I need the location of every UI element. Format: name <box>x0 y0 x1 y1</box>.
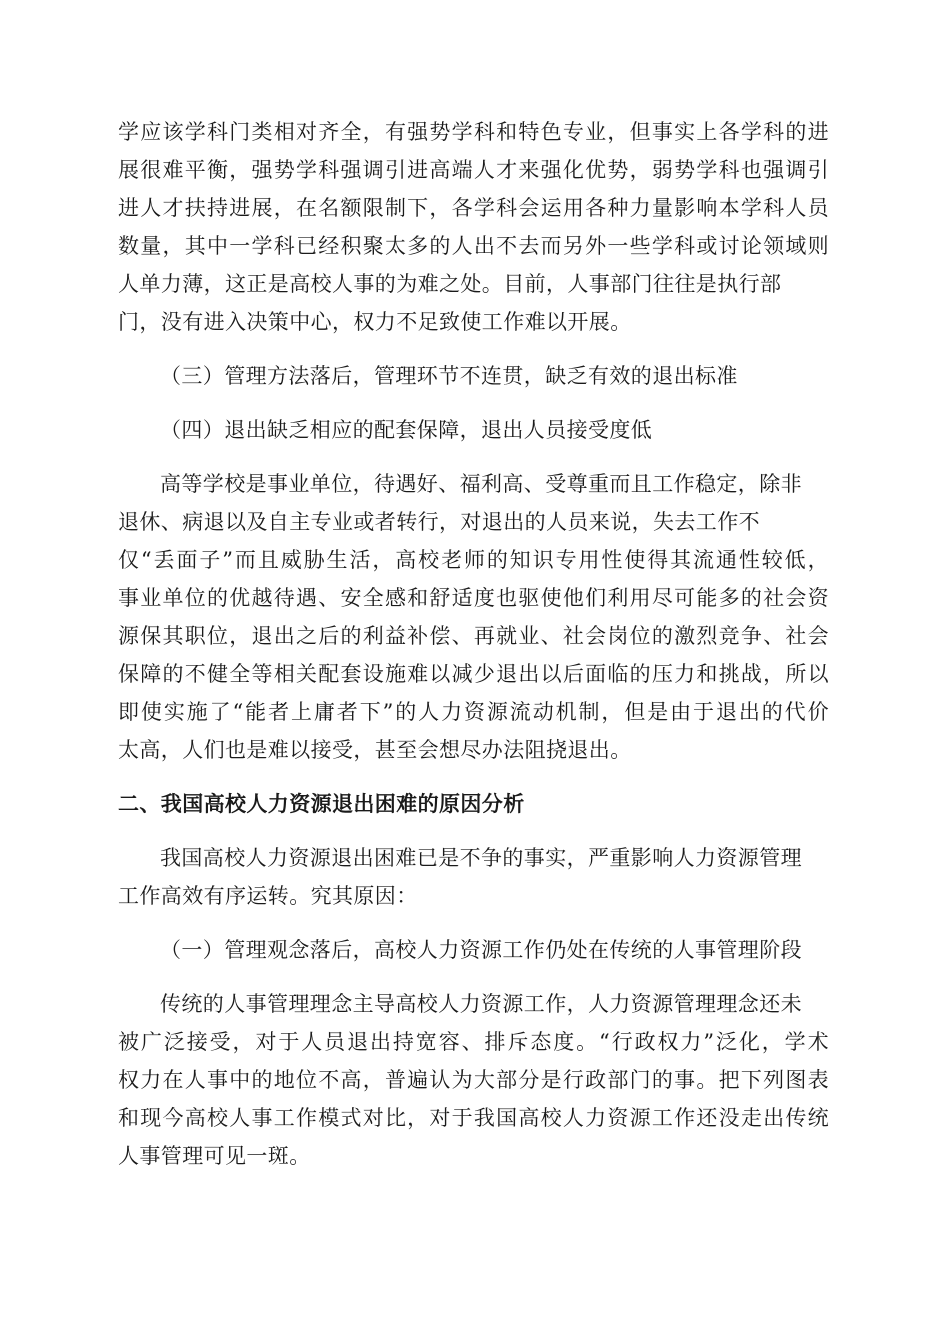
paragraph-line: 退休、病退以及自主专业或者转行，对退出的人员来说，失去工作不 <box>118 510 760 534</box>
paragraph-line: 传统的人事管理理念主导高校人力资源工作，人力资源管理理念还未 <box>160 992 802 1016</box>
paragraph-line: 保障的不健全等相关配套设施难以减少退出以后面临的压力和挑战，所以 <box>118 662 829 686</box>
paragraph-line: 人单力薄，这正是高校人事的为难之处。目前，人事部门往往是执行部 <box>118 272 782 296</box>
paragraph-line: 和现今高校人事工作模式对比，对于我国高校人力资源工作还没走出传统 <box>118 1106 829 1130</box>
subheading-1: （一）管理观念落后，高校人力资源工作仍处在传统的人事管理阶段 <box>160 938 802 962</box>
paragraph-line: 权力在人事中的地位不高，普遍认为大部分是行政部门的事。把下列图表 <box>118 1068 829 1092</box>
paragraph-line: 展很难平衡，强势学科强调引进高端人才来强化优势，弱势学科也强调引 <box>118 158 829 182</box>
paragraph-line: 被广泛接受，对于人员退出持宽容、排斥态度。“行政权力”泛化，学术 <box>118 1030 829 1054</box>
paragraph-line: 学应该学科门类相对齐全，有强势学科和特色专业，但事实上各学科的进 <box>118 120 829 144</box>
paragraph-line: 我国高校人力资源退出困难已是不争的事实，严重影响人力资源管理 <box>160 846 802 870</box>
subheading-4: （四）退出缺乏相应的配套保障，退出人员接受度低 <box>160 418 653 442</box>
paragraph-line: 人事管理可见一斑。 <box>118 1144 311 1168</box>
paragraph-line: 太高，人们也是难以接受，甚至会想尽办法阻挠退出。 <box>118 738 632 762</box>
section-heading: 二、我国高校人力资源退出困难的原因分析 <box>118 791 525 816</box>
paragraph-line: 高等学校是事业单位，待遇好、福利高、受尊重而且工作稳定，除非 <box>160 472 802 496</box>
paragraph-line: 事业单位的优越待遇、安全感和舒适度也驱使他们利用尽可能多的社会资 <box>118 586 829 610</box>
subheading-3: （三）管理方法落后，管理环节不连贯，缺乏有效的退出标准 <box>160 364 738 388</box>
paragraph-line: 源保其职位，退出之后的利益补偿、再就业、社会岗位的激烈竞争、社会 <box>118 624 829 648</box>
paragraph-line: 仅“丢面子”而且威胁生活，高校老师的知识专用性使得其流通性较低， <box>118 548 829 572</box>
paragraph-line: 工作高效有序运转。究其原因： <box>118 884 418 908</box>
paragraph-line: 即使实施了“能者上庸者下”的人力资源流动机制，但是由于退出的代价 <box>118 700 829 724</box>
paragraph-line: 门，没有进入决策中心，权力不足致使工作难以开展。 <box>118 310 632 334</box>
paragraph-line: 数量，其中一学科已经积聚太多的人出不去而另外一些学科或讨论领域则 <box>118 234 829 258</box>
paragraph-line: 进人才扶持进展，在名额限制下，各学科会运用各种力量影响本学科人员 <box>118 196 829 220</box>
